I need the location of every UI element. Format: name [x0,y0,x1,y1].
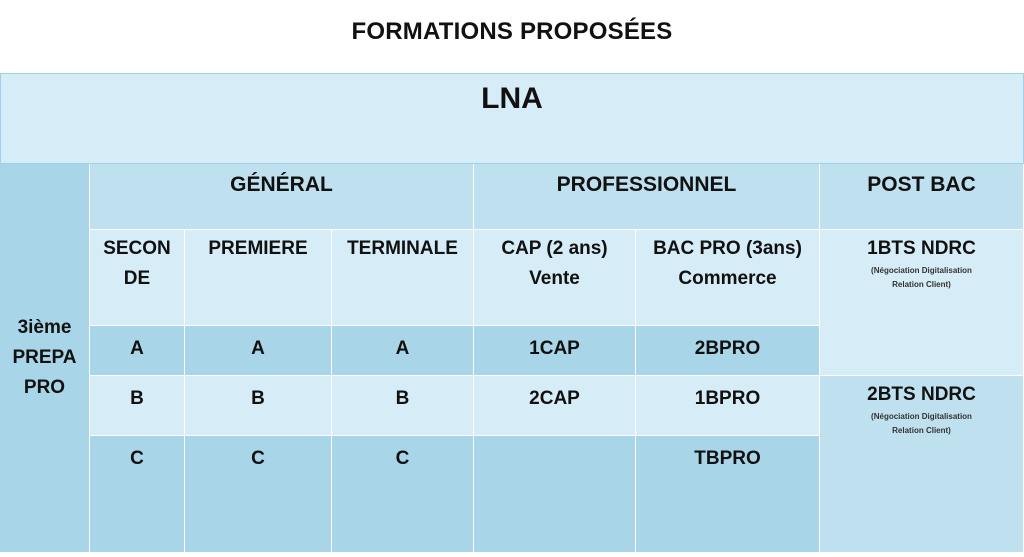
column-cap-line-2: Vente [529,268,580,289]
table-cell-premiere-b: B [185,376,332,436]
table-cell-cap-a: 1CAP [474,326,636,376]
side-label-3ieme-prepa-pro [0,164,90,553]
section-professionnel: PROFESSIONNEL [474,164,820,230]
table-cell-bac-pro-a: 2BPRO [636,326,820,376]
column-cap [474,230,636,326]
table-cell-seconde-c: C [90,436,185,553]
table-cell-terminale-a: A [332,326,474,376]
table-cell-cap-b: 2CAP [474,376,636,436]
bts-1-title: 1BTS NDRC [867,238,976,259]
table-cell-bac-pro-b: 1BPRO [636,376,820,436]
column-terminale: TERMINALE [332,230,474,326]
table-cell-seconde-b: B [90,376,185,436]
page-title: FORMATIONS PROPOSÉES [351,18,673,45]
column-seconde: SECON DE [90,230,185,326]
table-cell-bac-pro-c: TBPRO [636,436,820,553]
table-cell-seconde-a: A [90,326,185,376]
section-post-bac: POST BAC [820,164,1024,230]
column-bac-pro-line-1: BAC PRO (3ans) [653,238,802,259]
bts-2-cell [820,376,1024,553]
bts-1-detail-line-2: Relation Client) [892,280,951,289]
section-general: GÉNÉRAL [90,164,474,230]
bts-1-detail-line-1: (Négociation Digitalisation [871,266,972,275]
bts-2-detail-line-2: Relation Client) [892,426,951,435]
school-header: LNA [0,73,1024,164]
column-premiere: PREMIERE [185,230,332,326]
side-label-line-2: PREPA [12,347,77,368]
side-label-line-3: PRO [23,377,66,398]
table-cell-premiere-a: A [185,326,332,376]
table-cell-premiere-c: C [185,436,332,553]
column-cap-line-1: CAP (2 ans) [501,238,608,259]
side-label-line-1: 3ième [17,317,72,338]
bts-1-cell [820,230,1024,376]
column-bac-pro-line-2: Commerce [678,268,777,289]
table-cell-cap-c [474,436,636,553]
table-cell-terminale-b: B [332,376,474,436]
table-cell-terminale-c: C [332,436,474,553]
formations-table [0,73,1024,553]
bts-2-title: 2BTS NDRC [867,384,976,405]
bts-2-detail-line-1: (Négociation Digitalisation [871,412,972,421]
column-bac-pro [636,230,820,326]
